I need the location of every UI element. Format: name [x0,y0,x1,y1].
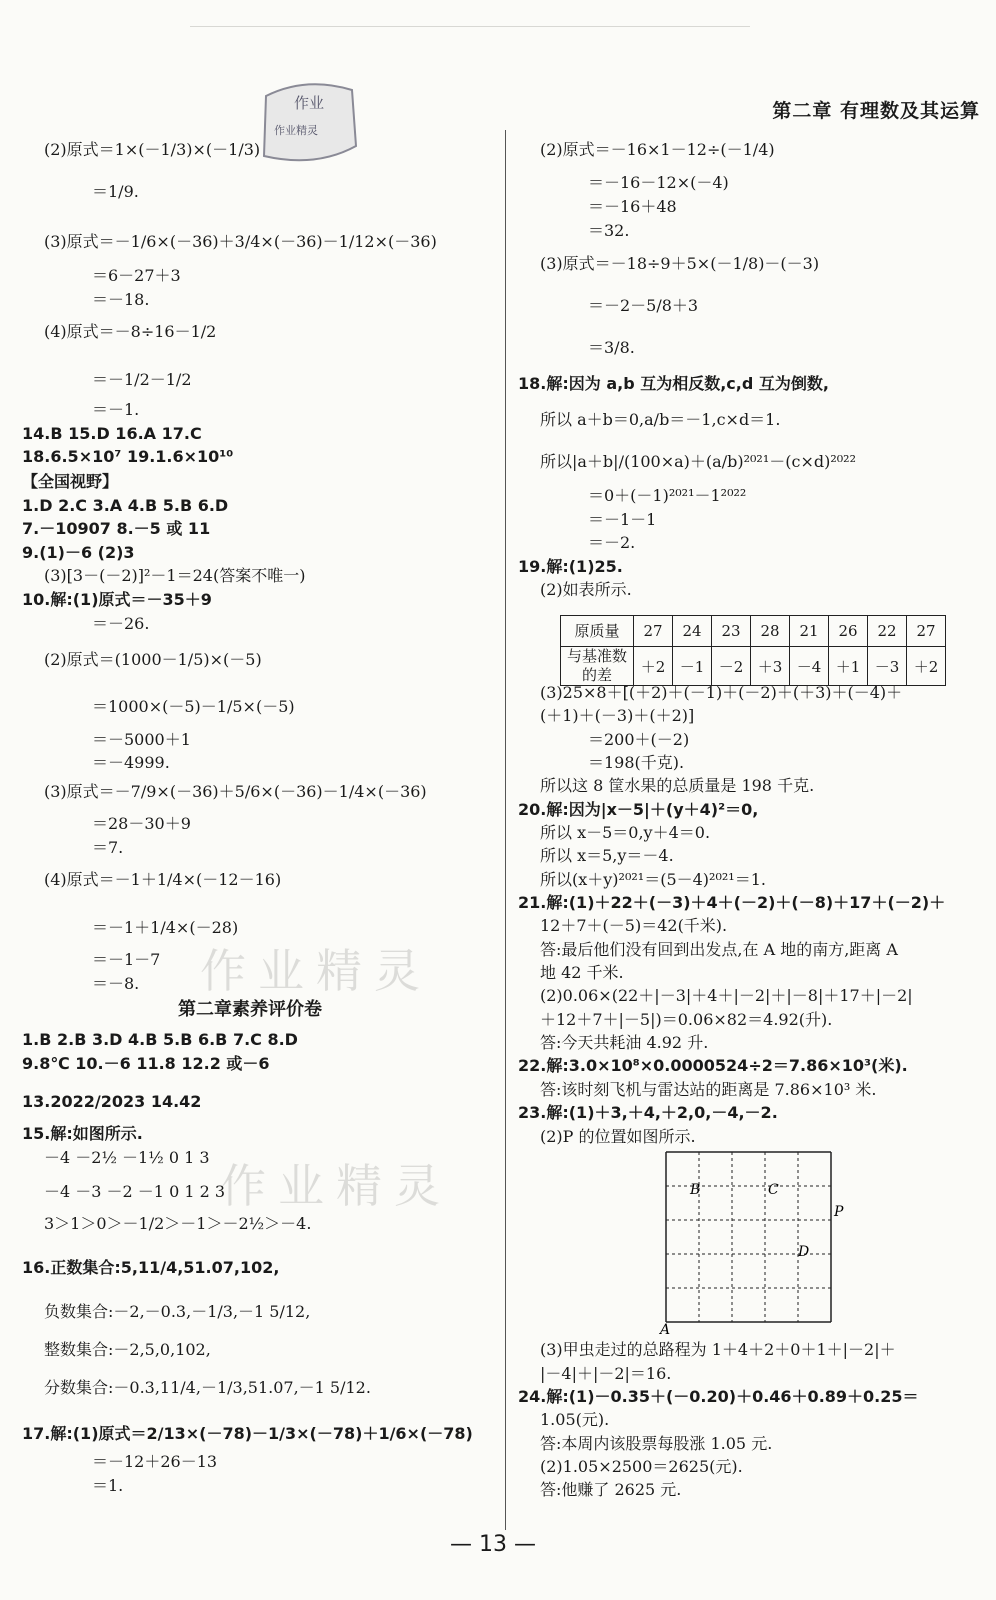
table-cell: 23 [712,616,751,647]
fruit-weight-table [560,615,946,686]
table-cell: 24 [673,616,712,647]
text-line: ＝32. [588,221,630,240]
text-line: 21.解:(1)＋22＋(－3)＋4＋(－2)＋(－8)＋17＋(－2)＋ [518,893,946,912]
text-line: |－4|＋|－2|＝16. [540,1364,672,1383]
watermark: 作业精灵 [200,944,432,998]
text-line: 9.8℃ 10.－6 11.8 12.2 或－6 [22,1054,270,1073]
text-line: (2)原式＝1×(－1/3)×(－1/3) [44,140,261,159]
table-cell: ＋1 [829,647,868,686]
grid-label-b: B [690,1182,701,1198]
chapter-header: 第二章 有理数及其运算 [772,100,980,122]
text-line: －4 －2½ －1½ 0 1 3 [44,1148,210,1167]
table-cell: －4 [790,647,829,686]
text-line: ＝－1－7 [92,950,161,969]
text-line: 18.6.5×10⁷ 19.1.6×10¹⁰ [22,447,234,466]
text-line: 所以(x＋y)²⁰²¹＝(5－4)²⁰²¹＝1. [540,870,766,889]
text-line: 答:本周内该股票每股涨 1.05 元. [540,1434,773,1453]
text-line: ＝0＋(－1)²⁰²¹－1²⁰²² [588,486,747,505]
column-divider [505,130,506,1530]
text-line: 答:该时刻飞机与雷达站的距离是 7.86×10³ 米. [540,1080,877,1099]
text-line: ＝1000×(－5)－1/5×(－5) [92,697,295,716]
text-line: ＝7. [92,838,124,857]
stamp-text-bottom: 作业精灵 [274,124,318,137]
text-line: 7.－10907 8.－5 或 11 [22,519,211,538]
text-line: (2)0.06×(22＋|－3|＋4＋|－2|＋|－8|＋17＋|－2| [540,986,913,1005]
stamp-text-top: 作业 [294,94,325,112]
text-line: ＝－1. [92,400,140,419]
text-line: 答:最后他们没有回到出发点,在 A 地的南方,距离 A [540,940,898,959]
grid-figure [648,1146,868,1336]
text-line: (3)甲虫走过的总路程为 1＋4＋2＋0＋1＋|－2|＋ [540,1340,896,1359]
text-line: ＝－18. [92,290,150,309]
text-line: (3)原式＝－18÷9＋5×(－1/8)－(－3) [540,254,820,273]
stamp-seal [256,76,362,168]
text-line: (4)原式＝－8÷16－1/2 [44,322,217,341]
text-line: (2)1.05×2500＝2625(元). [540,1457,743,1476]
text-line: 14.B 15.D 16.A 17.C [22,424,202,443]
text-line: ＝28－30＋9 [92,814,191,833]
text-line: (2)P 的位置如图所示. [540,1127,696,1146]
text-line: ＝3/8. [588,338,635,357]
text-line: ＝200＋(－2) [588,730,690,749]
text-line: 17.解:(1)原式＝2/13×(－78)－1/3×(－78)＋1/6×(－78) [22,1424,473,1443]
grid-label-d: D [798,1244,810,1260]
text-line: 【全国视野】 [22,472,119,491]
text-line: 负数集合:－2,－0.3,－1/3,－1 5/12, [44,1302,311,1321]
text-line: 所以|a＋b|/(100×a)＋(a/b)²⁰²¹－(c×d)²⁰²² [540,452,856,471]
text-line: ＋12＋7＋|－5|)＝0.06×82＝4.92(升). [540,1010,833,1029]
text-line: ＝1/9. [92,182,139,201]
text-line: 所以 x－5＝0,y＋4＝0. [540,823,711,842]
text-line: 18.解:因为 a,b 互为相反数,c,d 互为倒数, [518,374,829,393]
text-line: ＝－5000＋1 [92,730,191,749]
text-line: 9.(1)－6 (2)3 [22,543,135,562]
text-line: 答:他赚了 2625 元. [540,1480,682,1499]
grid-label-c: C [768,1182,779,1198]
text-line: (3)[3－(－2)]²－1＝24(答案不唯一) [44,566,306,585]
text-line: ＝6－27＋3 [92,266,181,285]
text-line: (3)25×8＋[(＋2)＋(－1)＋(－2)＋(＋3)＋(－4)＋ [540,683,903,702]
text-line: (2)如表所示. [540,580,632,599]
table-cell: 27 [907,616,946,647]
text-line: ＝－1＋1/4×(－28) [92,918,239,937]
text-line: ＝－16＋48 [588,197,677,216]
grid-label-a: A [660,1322,671,1336]
table-row [561,647,946,686]
table-header-cell: 与基准数的差 [561,647,634,686]
text-line: 整数集合:－2,5,0,102, [44,1340,211,1359]
text-line: ＝198(千克). [588,753,685,772]
text-line: (＋1)＋(－3)＋(＋2)] [540,706,695,725]
text-line: 1.05(元). [540,1410,610,1429]
text-line: 分数集合:－0.3,11/4,－1/3,51.07,－1 5/12. [44,1378,371,1397]
top-rule [190,26,750,27]
text-line: ＝1. [92,1476,124,1495]
text-line: －4 －3 －2 －1 0 1 2 3 [44,1182,226,1201]
page-number: — 13 — [450,1532,536,1557]
text-line: (3)原式＝－7/9×(－36)＋5/6×(－36)－1/4×(－36) [44,782,427,801]
text-line: ＝－26. [92,614,150,633]
text-line: 地 42 千米. [540,963,624,982]
table-cell: 28 [751,616,790,647]
table-row [561,616,946,647]
table-cell: 22 [868,616,907,647]
text-line: 13.2022/2023 14.42 [22,1092,202,1111]
text-line: ＝－2. [588,533,636,552]
text-line: 所以这 8 筐水果的总质量是 198 千克. [540,776,815,795]
text-line: 3＞1＞0＞－1/2＞－1＞－2½＞－4. [44,1214,312,1233]
text-line: (4)原式＝－1＋1/4×(－12－16) [44,870,282,889]
text-line: 22.解:3.0×10⁸×0.0000524÷2＝7.86×10³(米). [518,1056,908,1075]
text-line: 24.解:(1)－0.35＋(－0.20)＋0.46＋0.89＋0.25＝ [518,1387,919,1406]
text-line: (3)原式＝－1/6×(－36)＋3/4×(－36)－1/12×(－36) [44,232,437,251]
text-line: 23.解:(1)＋3,＋4,＋2,0,－4,－2. [518,1103,778,1122]
section-title: 第二章素养评价卷 [178,999,322,1020]
text-line: 10.解:(1)原式＝－35＋9 [22,590,212,609]
table-cell: －2 [712,647,751,686]
text-line: 答:今天共耗油 4.92 升. [540,1033,709,1052]
text-line: 1.D 2.C 3.A 4.B 5.B 6.D [22,496,229,515]
table-cell: ＋2 [907,647,946,686]
text-line: 19.解:(1)25. [518,557,623,576]
table-cell: －3 [868,647,907,686]
table-header-cell: 原质量 [561,616,634,647]
watermark: 作业精灵 [220,1159,452,1213]
table-cell: 27 [634,616,673,647]
text-line: 所以 a＋b＝0,a/b＝－1,c×d＝1. [540,410,781,429]
table-cell: 21 [790,616,829,647]
text-line: ＝－4999. [92,753,170,772]
text-line: 15.解:如图所示. [22,1124,143,1143]
text-line: (2)原式＝－16×1－12÷(－1/4) [540,140,775,159]
text-line: 1.B 2.B 3.D 4.B 5.B 6.B 7.C 8.D [22,1030,298,1049]
grid-label-p: P [834,1204,844,1220]
text-line: 16.正数集合:5,11/4,51.07,102, [22,1258,280,1277]
table-cell: 26 [829,616,868,647]
text-line: ＝－8. [92,974,140,993]
table-cell: ＋3 [751,647,790,686]
text-line: ＝－2－5/8＋3 [588,296,699,315]
text-line: ＝－1－1 [588,510,657,529]
table-cell: －1 [673,647,712,686]
text-line: 所以 x＝5,y＝－4. [540,846,674,865]
table-cell: ＋2 [634,647,673,686]
text-line: 12＋7＋(－5)＝42(千米). [540,916,728,935]
text-line: ＝－1/2－1/2 [92,370,192,389]
text-line: 20.解:因为|x－5|＋(y＋4)²＝0, [518,800,759,819]
text-line: (2)原式＝(1000－1/5)×(－5) [44,650,262,669]
text-line: ＝－12＋26－13 [92,1452,218,1471]
text-line: ＝－16－12×(－4) [588,173,729,192]
